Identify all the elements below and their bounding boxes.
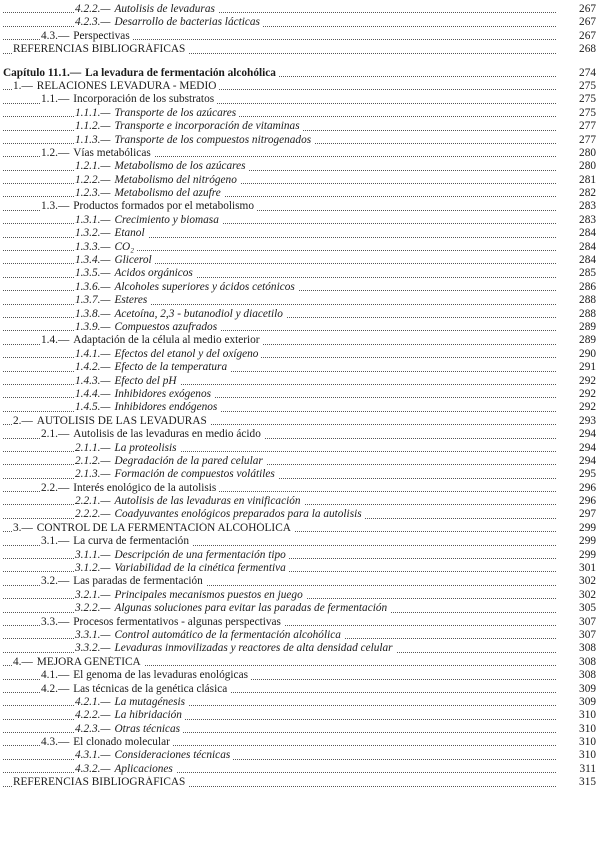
- toc-entry-text: [75, 375, 180, 388]
- section-title: Procesos fermentativos - algunas perspectivas: [73, 615, 281, 628]
- section-title: Efectos del etanol y del oxígeno: [114, 347, 259, 360]
- toc-entry[interactable]: [3, 214, 596, 227]
- page-number: 289: [562, 321, 596, 334]
- toc-entry[interactable]: [3, 254, 596, 267]
- toc-entry[interactable]: [3, 120, 596, 133]
- toc-entry-text: [75, 160, 249, 173]
- section-number: 4.3.—: [41, 29, 70, 42]
- toc-entry[interactable]: [3, 616, 596, 629]
- section-number: 3.2.1.—: [75, 588, 111, 601]
- page-number: 308: [562, 642, 596, 655]
- section-title: Las paradas de fermentación: [73, 575, 203, 588]
- toc-entry-text: [75, 120, 303, 133]
- toc-entry-text: [75, 214, 222, 227]
- toc-entry-text: [75, 495, 304, 508]
- toc-entry[interactable]: [3, 80, 596, 93]
- toc-entry-text: [13, 776, 188, 789]
- section-title: El clonado molecular: [73, 736, 170, 749]
- section-number: 4.2.3.—: [75, 16, 111, 29]
- toc-entry[interactable]: [3, 321, 596, 334]
- page-number: 284: [562, 254, 596, 267]
- section-title: La mutagénesis: [114, 695, 186, 708]
- page-number: 281: [562, 174, 596, 187]
- section-number: 2.1.3.—: [75, 468, 111, 481]
- section-number: 2.2.2.—: [75, 508, 111, 521]
- section-title: Otras técnicas: [114, 722, 181, 735]
- page-number: 310: [562, 723, 596, 736]
- section-title: AUTOLISIS DE LAS LEVADURAS: [36, 414, 207, 427]
- page-number: 299: [562, 535, 596, 548]
- section-number: 4.3.1.—: [75, 749, 111, 762]
- page-number: 299: [562, 522, 596, 535]
- toc-entry[interactable]: [3, 401, 596, 414]
- page-number: 291: [562, 361, 596, 374]
- section-number: 4.2.2.—: [75, 3, 111, 15]
- toc-entry[interactable]: [3, 174, 596, 187]
- toc-entry[interactable]: [3, 709, 596, 722]
- table-of-contents: [3, 3, 596, 790]
- section-number: 3.3.—: [41, 615, 70, 628]
- page-number: 275: [562, 107, 596, 120]
- section-title: Efecto del pH: [114, 374, 177, 387]
- section-title: Productos formados por el metabolismo: [73, 200, 254, 213]
- section-title: Esteres: [114, 294, 148, 307]
- page-number: 315: [562, 776, 596, 789]
- section-number: 1.2.2.—: [75, 173, 111, 186]
- page-number: 309: [562, 696, 596, 709]
- toc-entry-text: [41, 616, 284, 629]
- toc-entry[interactable]: [3, 30, 596, 43]
- toc-entry-text: [13, 43, 188, 56]
- section-number: 2.1.2.—: [75, 454, 111, 467]
- page-number: 294: [562, 428, 596, 441]
- toc-entry-text: [75, 749, 233, 762]
- toc-entry[interactable]: [3, 642, 596, 655]
- section-number: 1.4.5.—: [75, 401, 111, 414]
- page-number: 294: [562, 455, 596, 468]
- section-title: Coadyuvantes enológicos preparados para la autolisis: [114, 508, 362, 521]
- section-number: 1.4.1.—: [75, 347, 111, 360]
- section-title: MEJORA GENÉTICA: [36, 655, 141, 668]
- section-title: La hibridación: [114, 709, 182, 722]
- toc-entry-text: [75, 442, 180, 455]
- section-number: Capítulo 11.1.—: [3, 66, 82, 79]
- page-number: 296: [562, 495, 596, 508]
- section-number: 4.2.1.—: [75, 695, 111, 708]
- section-title: Las técnicas de la genética clásica: [73, 682, 228, 695]
- section-gap: [3, 57, 596, 67]
- toc-entry[interactable]: [3, 522, 596, 535]
- section-title: Crecimiento y biomasa: [114, 213, 219, 226]
- section-title: Acidos orgánicos: [114, 267, 193, 280]
- section-title: Metabolismo del nitrógeno: [114, 173, 237, 186]
- toc-entry[interactable]: [3, 696, 596, 709]
- section-number: 3.2.—: [41, 575, 70, 588]
- page-number: 308: [562, 669, 596, 682]
- section-number: 1.3.2.—: [75, 227, 111, 240]
- section-number: 1.4.3.—: [75, 374, 111, 387]
- toc-entry-text: [75, 388, 214, 401]
- toc-entry-text: [75, 187, 224, 200]
- toc-entry[interactable]: [3, 415, 596, 428]
- toc-entry[interactable]: [3, 549, 596, 562]
- section-number: 1.3.8.—: [75, 307, 111, 320]
- section-title: CONTROL DE LA FERMENTACIÓN ALCOHÓLICA: [36, 521, 291, 534]
- page-number: 274: [562, 67, 596, 80]
- toc-entry[interactable]: [3, 589, 596, 602]
- section-title: Autolisis de las levaduras en medio ácido: [73, 428, 261, 441]
- toc-entry-text: [41, 147, 154, 160]
- section-number: 3.1.2.—: [75, 562, 111, 575]
- section-title: Autolisis de levaduras: [114, 3, 215, 15]
- section-number: 1.3.3.—: [75, 240, 111, 253]
- toc-entry[interactable]: [3, 134, 596, 147]
- section-title: Inhibidores endógenos: [114, 401, 218, 414]
- toc-entry-text: [41, 535, 192, 548]
- toc-chapter-entry[interactable]: [3, 67, 596, 80]
- toc-entry[interactable]: [3, 455, 596, 468]
- toc-entry[interactable]: [3, 683, 596, 696]
- page-number: 299: [562, 549, 596, 562]
- toc-entry-text: [75, 642, 396, 655]
- toc-entry-text: [75, 602, 390, 615]
- section-title: Acetoína, 2,3 - butanodiol y diacetilo: [114, 307, 283, 320]
- toc-entry[interactable]: [3, 388, 596, 401]
- toc-entry-text: [3, 67, 279, 80]
- section-number: 1.4.4.—: [75, 387, 111, 400]
- toc-entry-text: [13, 656, 144, 669]
- toc-entry[interactable]: [3, 468, 596, 481]
- toc-entry-text: [75, 361, 230, 374]
- page-number: 292: [562, 401, 596, 414]
- page-number: 310: [562, 736, 596, 749]
- page-number: 308: [562, 656, 596, 669]
- toc-entry-text: [75, 508, 365, 521]
- toc-entry[interactable]: [3, 200, 596, 213]
- page-number: 284: [562, 227, 596, 240]
- page-number: 289: [562, 334, 596, 347]
- toc-entry-text: [75, 696, 188, 709]
- section-title: Glicerol: [114, 254, 152, 267]
- page-number: 288: [562, 294, 596, 307]
- toc-entry-text: [41, 93, 217, 106]
- section-title: La proteolisis: [114, 441, 177, 454]
- section-title: Algunas soluciones para evitar las paradas de fermentación: [114, 602, 388, 615]
- toc-entry[interactable]: [3, 482, 596, 495]
- section-title: La curva de fermentación: [73, 535, 189, 548]
- toc-entry-text: [13, 80, 219, 93]
- page-number: 277: [562, 134, 596, 147]
- section-title: Etanol: [114, 227, 145, 240]
- section-number: 4.3.—: [41, 736, 70, 749]
- toc-entry[interactable]: [3, 763, 596, 776]
- page-number: 268: [562, 43, 596, 56]
- toc-entry-text: [13, 522, 294, 535]
- page-number: 288: [562, 308, 596, 321]
- section-number: 4.2.2.—: [75, 709, 111, 722]
- section-title: Formación de compuestos volátiles: [114, 468, 275, 481]
- toc-entry-text: [75, 562, 289, 575]
- toc-entry[interactable]: [3, 3, 596, 16]
- section-title: Vías metabólicas: [73, 146, 151, 159]
- toc-entry-text: [75, 455, 266, 468]
- toc-entry-text: [75, 629, 344, 642]
- toc-entry[interactable]: [3, 375, 596, 388]
- section-title: El genoma de las levaduras enológicas: [73, 669, 248, 682]
- section-title: Compuestos azufrados: [114, 320, 218, 333]
- toc-entry-text: [41, 30, 133, 43]
- toc-entry[interactable]: [3, 723, 596, 736]
- section-title: Transporte e incorporación de vitaminas: [114, 120, 300, 133]
- toc-entry[interactable]: [3, 361, 596, 374]
- toc-entry[interactable]: [3, 508, 596, 521]
- page-number: 277: [562, 120, 596, 133]
- section-title: Alcoholes superiores y ácidos cetónicos: [114, 280, 295, 293]
- toc-entry[interactable]: [3, 629, 596, 642]
- toc-entry-text: [75, 401, 220, 414]
- toc-entry[interactable]: [3, 281, 596, 294]
- section-title: REFERENCIAS BIBLIOGRÁFICAS: [13, 776, 186, 789]
- page-number: 311: [562, 763, 596, 776]
- section-title: Inhibidores exógenos: [114, 387, 211, 400]
- toc-entry[interactable]: [3, 669, 596, 682]
- section-title: Degradación de la pared celular: [114, 454, 263, 467]
- page-number: 267: [562, 30, 596, 43]
- section-number: 1.4.—: [41, 334, 70, 347]
- toc-entry-text: [75, 3, 218, 16]
- toc-entry[interactable]: [3, 308, 596, 321]
- page-number: 275: [562, 80, 596, 93]
- section-title: La levadura de fermentación alcohólica: [85, 66, 276, 79]
- section-title: Levaduras inmovilizadas y reactores de alta densidad celular: [114, 642, 393, 655]
- toc-entry-text: [75, 294, 150, 307]
- page-number: 293: [562, 415, 596, 428]
- toc-entry[interactable]: [3, 348, 596, 361]
- toc-entry-text: [75, 348, 261, 361]
- section-number: 1.3.4.—: [75, 254, 111, 267]
- page-number: 305: [562, 602, 596, 615]
- toc-entry[interactable]: [3, 749, 596, 762]
- section-number: 1.—: [13, 79, 33, 92]
- toc-entry[interactable]: [3, 535, 596, 548]
- section-title: Autolisis de las levaduras en vinificación: [114, 495, 301, 508]
- section-title: Incorporación de los substratos: [73, 93, 215, 106]
- page-number: 309: [562, 683, 596, 696]
- page-number: 290: [562, 348, 596, 361]
- section-number: 1.3.9.—: [75, 320, 111, 333]
- toc-entry[interactable]: [3, 267, 596, 280]
- section-title: Principales mecanismos puestos en juego: [114, 588, 303, 601]
- toc-entry-text: [75, 227, 148, 240]
- page-number: 267: [562, 3, 596, 16]
- section-title: Transporte de los azúcares: [114, 106, 237, 119]
- section-number: 2.1.—: [41, 428, 70, 441]
- section-title: Metabolismo del azufre: [114, 187, 221, 200]
- section-number: 1.2.3.—: [75, 187, 111, 200]
- toc-entry[interactable]: [3, 442, 596, 455]
- section-title: Efecto de la temperatura: [114, 361, 228, 374]
- section-number: 1.3.5.—: [75, 267, 111, 280]
- toc-entry-text: [75, 589, 306, 602]
- section-number: 2.2.1.—: [75, 495, 111, 508]
- section-number: 1.1.2.—: [75, 120, 111, 133]
- page-number: 297: [562, 508, 596, 521]
- page-number: 302: [562, 589, 596, 602]
- section-number: 1.1.—: [41, 93, 70, 106]
- section-number: 1.3.6.—: [75, 280, 111, 293]
- toc-entry-text: [75, 134, 314, 147]
- section-number: 1.3.7.—: [75, 294, 111, 307]
- toc-entry[interactable]: [3, 43, 596, 56]
- section-number: 3.1.1.—: [75, 548, 111, 561]
- page-number: 294: [562, 442, 596, 455]
- page-number: 301: [562, 562, 596, 575]
- toc-entry-text: [41, 334, 263, 347]
- toc-entry-text: [41, 428, 264, 441]
- toc-entry-text: [75, 254, 155, 267]
- page-number: 275: [562, 93, 596, 106]
- section-number: 1.2.—: [41, 146, 70, 159]
- toc-entry-text: [75, 16, 263, 29]
- section-number: 3.—: [13, 521, 33, 534]
- section-title: Descripción de una fermentación tipo: [114, 548, 286, 561]
- toc-entry-text: [75, 723, 183, 736]
- section-number: 4.2.—: [41, 682, 70, 695]
- toc-entry-text: [13, 415, 210, 428]
- toc-entry-text: [41, 683, 230, 696]
- toc-entry[interactable]: [3, 602, 596, 615]
- toc-entry-text: [75, 549, 289, 562]
- section-number: 1.2.1.—: [75, 160, 111, 173]
- toc-entry[interactable]: [3, 776, 596, 789]
- toc-entry-text: [41, 736, 173, 749]
- toc-entry-text: [41, 575, 206, 588]
- section-number: 1.1.1.—: [75, 106, 111, 119]
- section-number: 2.1.1.—: [75, 441, 111, 454]
- section-number: 1.1.3.—: [75, 133, 111, 146]
- toc-entry[interactable]: [3, 575, 596, 588]
- section-title: RELACIONES LEVADURA - MEDIO: [36, 79, 217, 92]
- page-number: 295: [562, 468, 596, 481]
- toc-entry-text: [75, 308, 286, 321]
- page-number: 284: [562, 241, 596, 254]
- section-number: 1.3.—: [41, 200, 70, 213]
- toc-entry[interactable]: [3, 428, 596, 441]
- toc-entry[interactable]: [3, 227, 596, 240]
- page-number: 283: [562, 214, 596, 227]
- toc-entry[interactable]: [3, 736, 596, 749]
- toc-entry[interactable]: [3, 160, 596, 173]
- toc-entry-text: [75, 468, 278, 481]
- section-number: 3.2.2.—: [75, 602, 111, 615]
- toc-entry[interactable]: [3, 107, 596, 120]
- page-number: 282: [562, 187, 596, 200]
- page-number: 292: [562, 375, 596, 388]
- toc-entry-text: [75, 281, 298, 294]
- page-number: 286: [562, 281, 596, 294]
- toc-entry[interactable]: [3, 147, 596, 160]
- toc-entry[interactable]: [3, 562, 596, 575]
- page-number: 283: [562, 200, 596, 213]
- section-number: 3.3.1.—: [75, 628, 111, 641]
- toc-entry[interactable]: [3, 16, 596, 29]
- section-number: 1.3.1.—: [75, 213, 111, 226]
- section-number: 4.3.2.—: [75, 762, 111, 775]
- page-number: 302: [562, 575, 596, 588]
- section-title: CO₂: [114, 240, 135, 253]
- section-number: 2.2.—: [41, 481, 70, 494]
- toc-entry[interactable]: [3, 294, 596, 307]
- toc-entry[interactable]: [3, 187, 596, 200]
- section-number: 4.1.—: [41, 669, 70, 682]
- section-number: 2.—: [13, 414, 33, 427]
- section-number: 3.1.—: [41, 535, 70, 548]
- toc-entry-text: [75, 174, 240, 187]
- page-number: 267: [562, 16, 596, 29]
- section-number: 3.3.2.—: [75, 642, 111, 655]
- toc-entry[interactable]: [3, 495, 596, 508]
- page-number: 292: [562, 388, 596, 401]
- section-title: Transporte de los compuestos nitrogenados: [114, 133, 312, 146]
- section-title: Perspectivas: [73, 29, 130, 42]
- section-title: REFERENCIAS BIBLIOGRÁFICAS: [13, 43, 186, 56]
- toc-entry-text: [75, 709, 185, 722]
- page-number: 310: [562, 709, 596, 722]
- toc-entry-text: [41, 669, 251, 682]
- section-title: Desarrollo de bacterias lácticas: [114, 16, 260, 29]
- toc-entry[interactable]: [3, 334, 596, 347]
- toc-entry-text: [75, 241, 137, 254]
- toc-entry-text: [75, 107, 239, 120]
- toc-entry-text: [41, 482, 219, 495]
- page-number: 310: [562, 749, 596, 762]
- toc-entry[interactable]: [3, 93, 596, 106]
- toc-entry-text: [75, 267, 196, 280]
- page-number: 285: [562, 267, 596, 280]
- page-number: 307: [562, 616, 596, 629]
- page-number: 280: [562, 147, 596, 160]
- toc-entry-text: [41, 200, 257, 213]
- section-title: Consideraciones técnicas: [114, 749, 231, 762]
- section-number: 4.—: [13, 655, 33, 668]
- toc-entry[interactable]: [3, 656, 596, 669]
- section-title: Variabilidad de la cinética fermentiva: [114, 562, 286, 575]
- section-title: Metabolismo de los azúcares: [114, 160, 246, 173]
- section-title: Adaptación de la célula al medio exterior: [73, 334, 260, 347]
- section-title: Interés enológico de la autolisis: [73, 481, 217, 494]
- page-number: 307: [562, 629, 596, 642]
- toc-entry-text: [75, 321, 220, 334]
- section-number: 4.2.3.—: [75, 722, 111, 735]
- page-number: 280: [562, 160, 596, 173]
- section-title: Aplicaciones: [114, 762, 173, 775]
- toc-entry-text: [75, 763, 176, 776]
- section-number: 1.4.2.—: [75, 361, 111, 374]
- toc-entry[interactable]: [3, 241, 596, 254]
- section-title: Control automático de la fermentación alcohólica: [114, 628, 341, 641]
- page-number: 296: [562, 482, 596, 495]
